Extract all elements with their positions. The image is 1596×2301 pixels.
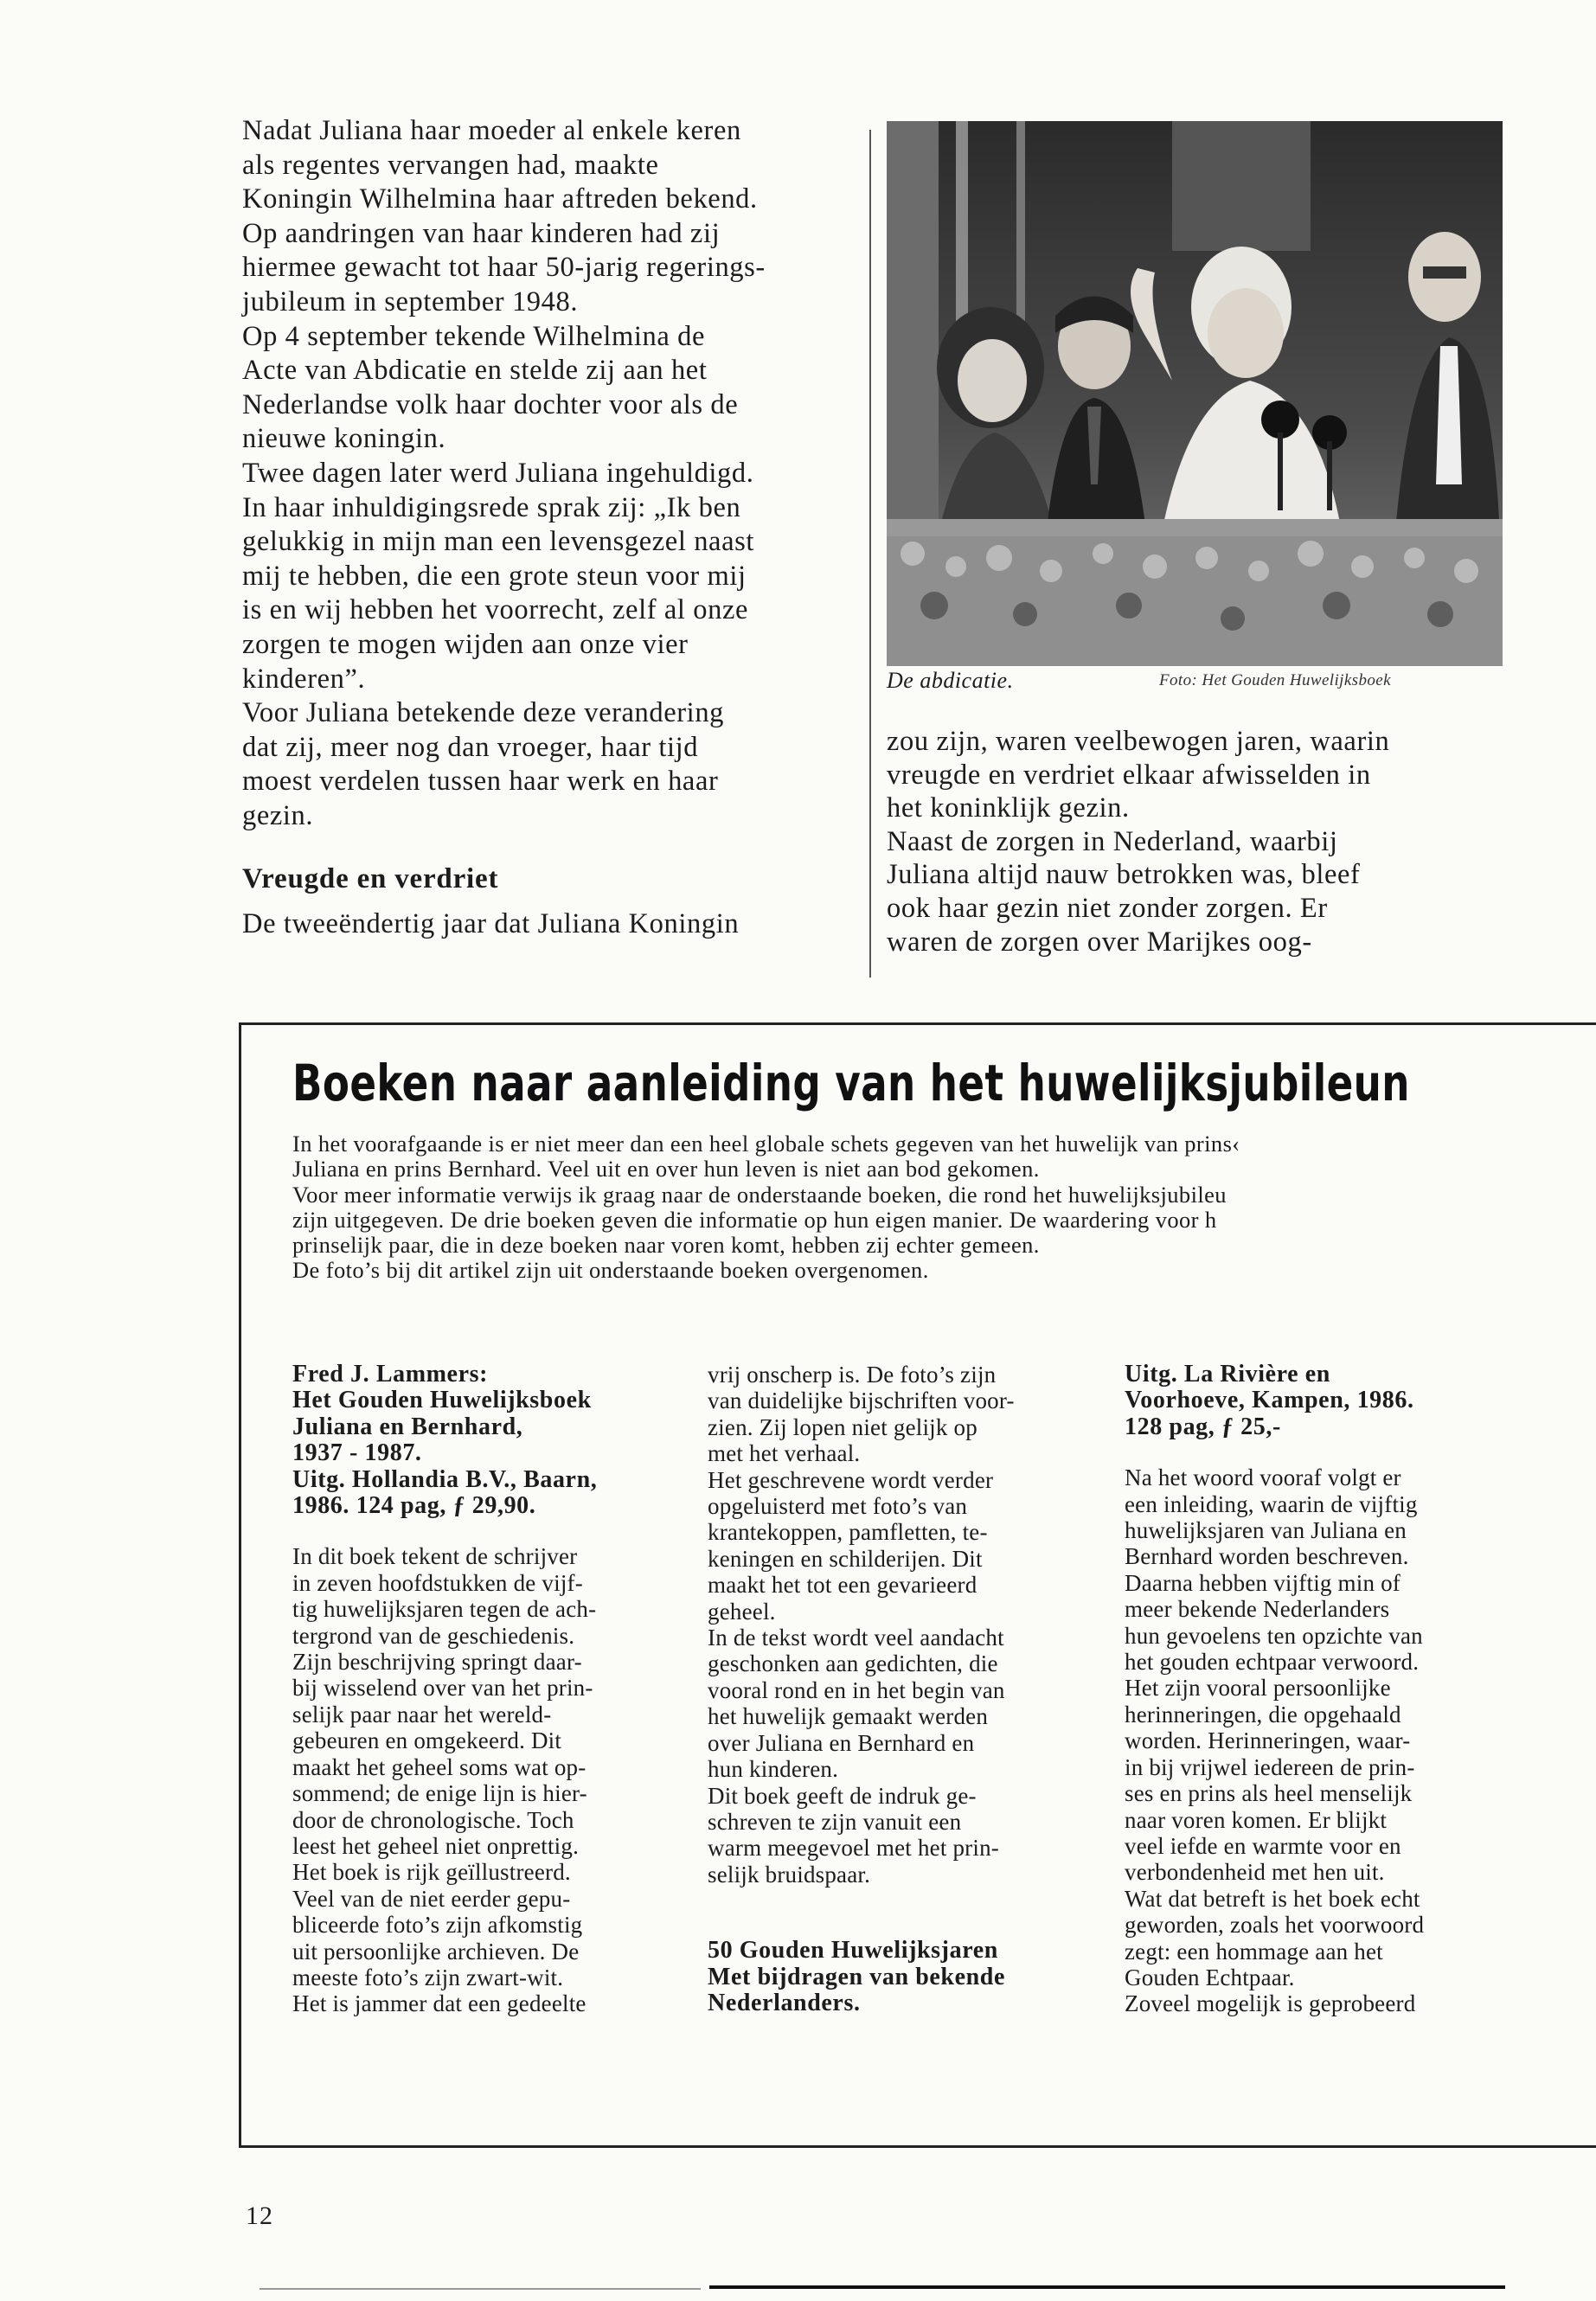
text-line: een inleiding, waarin de vijftig [1125, 1490, 1418, 1517]
text-line: door de chronologische. Toch [292, 1806, 574, 1833]
text-line: Daarna hebben vijftig min of [1125, 1569, 1401, 1596]
text-line: zien. Zij lopen niet gelijk op [708, 1413, 977, 1440]
intro-line: Juliana en prins Bernhard. Veel uit en over hun leven is niet aan bod gekomen. [292, 1156, 1040, 1183]
text-line: uit persoonlijke archieven. De [292, 1938, 580, 1965]
text-line: vreugde en verdriet elkaar afwisselden in [887, 759, 1371, 791]
article-left-last-line: De tweeëndertig jaar dat Juliana Koningin [242, 908, 740, 940]
text-line: geheel. [708, 1598, 776, 1625]
text-line: schreven te zijn vanuit een [708, 1808, 962, 1835]
text-line: in zeven hoofdstukken de vijf- [292, 1569, 583, 1596]
book-heading-line: Het Gouden Huwelijksboek [292, 1387, 592, 1414]
text-line: tergrond van de geschiedenis. [292, 1622, 575, 1649]
article-subheading: Vreugde en verdriet [242, 863, 499, 895]
page-number: 12 [246, 2202, 273, 2230]
text-line: tig huwelijksjaren tegen de ach- [292, 1596, 597, 1623]
text-line: gezin. [242, 799, 314, 831]
book-heading-line: Nederlanders. [708, 1989, 861, 2016]
text-line: Na het woord vooraf volgt er [1125, 1465, 1401, 1491]
text-line: Koningin Wilhelmina haar aftreden bekend. [242, 183, 758, 215]
abdication-photo [887, 121, 1503, 666]
text-line: kinderen”. [242, 663, 366, 695]
text-line: hun gevoelens ten opzichte van [1125, 1622, 1423, 1649]
text-line: Op aandringen van haar kinderen had zij [242, 217, 721, 249]
text-line: verbondenheid met hen uit. [1125, 1859, 1385, 1886]
text-line: Zoveel mogelijk is geprobeerd [1125, 1990, 1416, 2017]
text-line: dat zij, meer nog dan vroeger, haar tijd [242, 731, 699, 763]
book-review-1 [292, 1362, 664, 2017]
book-2-text [708, 1362, 1080, 1888]
text-line: Wat dat betreft is het boek echt [1125, 1885, 1420, 1912]
text-line: selijk bruidspaar. [708, 1861, 871, 1888]
intro-line: In het voorafgaande is er niet meer dan een heel globale schets gegeven van het huwelijk van prins‹ [292, 1131, 1240, 1157]
text-line: naar voren komen. Er blijkt [1125, 1806, 1388, 1833]
text-line: moest verdelen tussen haar werk en haar [242, 766, 719, 798]
book-3-heading [1125, 1362, 1497, 1440]
article-left-paragraphs [242, 114, 848, 833]
text-line: Dit boek geeft de indruk ge- [708, 1782, 977, 1809]
text-line: leest het geheel niet onprettig. [292, 1832, 580, 1859]
text-line: selijk paar naar het wereld- [292, 1701, 552, 1727]
box-top-border [239, 1022, 1596, 1025]
text-line: hiermee gewacht tot haar 50-jarig regerings- [242, 252, 766, 284]
text-line: Bernhard worden beschreven. [1125, 1543, 1409, 1570]
text-line: nieuwe koningin. [242, 423, 446, 455]
book-heading-line: 50 Gouden Huwelijksjaren [708, 1937, 998, 1965]
text-line: is en wij hebben het voorrecht, zelf al onze [242, 594, 748, 626]
box-title: Boeken naar aanleiding van het huwelijksjubileun [292, 1054, 1410, 1112]
text-line: Acte van Abdicatie en stelde zij aan het [242, 355, 708, 387]
text-line: Het zijn vooral persoonlijke [1125, 1675, 1391, 1702]
book-heading-line: Fred J. Lammers: [292, 1361, 489, 1388]
book-2-heading [708, 1938, 1080, 2016]
intro-line: zijn uitgegeven. De drie boeken geven die informatie op hun eigen manier. De waardering voor h [292, 1206, 1217, 1233]
article-right-column [887, 725, 1509, 958]
text-line: maakt het geheel soms wat op- [292, 1753, 586, 1780]
book-heading-line: 1937 - 1987. [292, 1439, 422, 1467]
text-line: herinneringen, die opgehaald [1125, 1701, 1401, 1727]
text-line: met het verhaal. [708, 1440, 861, 1467]
intro-line: Voor meer informatie verwijs ik graag naar de onderstaande boeken, die rond het huwelijksjubileu [292, 1181, 1227, 1208]
text-line: meeste foto’s zijn zwart-wit. [292, 1964, 564, 1990]
book-1-text [292, 1543, 664, 2016]
text-line: Op 4 september tekende Wilhelmina de [242, 320, 706, 352]
text-line: jubileum in september 1948. [242, 285, 579, 317]
text-line: veel iefde en warmte voor en [1125, 1832, 1401, 1859]
text-line: het huwelijk gemaakt werden [708, 1703, 989, 1730]
text-line: ook haar gezin niet zonder zorgen. Er [887, 892, 1328, 924]
book-heading-line: 1986. 124 pag, ƒ 29,90. [292, 1492, 536, 1520]
text-line: Nadat Juliana haar moeder al enkele keren [242, 115, 741, 146]
text-line: het gouden echtpaar verwoord. [1125, 1649, 1420, 1676]
text-line: in bij vrijwel iedereen de prin- [1125, 1753, 1415, 1780]
text-line: van duidelijke bijschriften voor- [708, 1388, 1015, 1414]
text-line: zorgen te mogen wijden aan onze vier [242, 628, 689, 660]
text-line: In dit boek tekent de schrijver [292, 1543, 578, 1570]
text-line: sommend; de enige lijn is hier- [292, 1780, 587, 1807]
text-line: worden. Herinneringen, waar- [1125, 1727, 1411, 1754]
intro-line: prinselijk paar, die in deze boeken naar voren komt, hebben zij echter gemeen. [292, 1232, 1040, 1259]
text-line: Nederlandse volk haar dochter voor als de [242, 388, 739, 420]
text-line: zegt: een hommage aan het [1125, 1938, 1383, 1965]
text-line: meer bekende Nederlanders [1125, 1596, 1390, 1623]
article-right-paragraphs [887, 725, 1509, 958]
text-line: Zijn beschrijving springt daar- [292, 1649, 582, 1676]
text-line: als regentes vervangen had, maakte [242, 149, 659, 181]
box-left-border [239, 1022, 241, 2147]
text-line: het koninklijk gezin. [887, 792, 1130, 824]
text-line: Het geschrevene wordt verder [708, 1466, 994, 1493]
text-line: hun kinderen. [708, 1756, 839, 1783]
book-review-2 [708, 1362, 1080, 2016]
text-line: Veel van de niet eerder gepu- [292, 1885, 571, 1912]
text-line: Juliana altijd nauw betrokken was, bleef [887, 859, 1361, 891]
text-line: Het boek is rijk geïllustreerd. [292, 1859, 571, 1886]
text-line: vooral rond en in het begin van [708, 1676, 1005, 1703]
text-line: vrij onscherp is. De foto’s zijn [708, 1362, 997, 1388]
photo-credit: Foto: Het Gouden Huwelijksboek [1159, 671, 1391, 689]
text-line: warm meegevoel met het prin- [708, 1835, 999, 1862]
book-heading-line: Uitg. Hollandia B.V., Baarn, [292, 1465, 598, 1493]
text-line: Gouden Echtpaar. [1125, 1964, 1295, 1990]
text-line: Twee dagen later werd Juliana ingehuldigd. [242, 457, 754, 489]
article-left-column [242, 114, 848, 942]
book-heading-line: Met bijdragen van bekende [708, 1963, 1005, 1990]
book-1-heading [292, 1362, 664, 1519]
text-line: maakt het tot een gevarieerd [708, 1572, 977, 1599]
text-line: gebeuren en omgekeerd. Dit [292, 1727, 562, 1754]
book-heading-line: Juliana en Bernhard, [292, 1413, 523, 1440]
text-line: mij te hebben, die een grote steun voor mij [242, 560, 747, 592]
text-line: gelukkig in mijn man een levensgezel naast [242, 526, 754, 558]
text-line: opgeluisterd met foto’s van [708, 1493, 968, 1520]
text-line: zou zijn, waren veelbewogen jaren, waarin [887, 726, 1390, 757]
book-review-3 [1125, 1362, 1497, 2017]
text-line: ses en prins als heel menselijk [1125, 1780, 1413, 1807]
text-line: Naast de zorgen in Nederland, waarbij [887, 825, 1338, 857]
text-line: waren de zorgen over Marijkes oog- [887, 926, 1312, 958]
text-line: In de tekst wordt veel aandacht [708, 1625, 1004, 1651]
footer-rule [709, 2285, 1505, 2289]
intro-line: De foto’s bij dit artikel zijn uit onderstaande boeken overgenomen. [292, 1257, 929, 1284]
footer-rule-thin [260, 2288, 701, 2290]
text-line: huwelijksjaren van Juliana en [1125, 1517, 1407, 1544]
text-line: over Juliana en Bernhard en [708, 1729, 975, 1756]
text-line: bij wisselend over van het prin- [292, 1675, 593, 1702]
text-line: bliceerde foto’s zijn afkomstig [292, 1912, 583, 1939]
text-line: geworden, zoals het voorwoord [1125, 1912, 1425, 1939]
book-heading-line: 128 pag, ƒ 25,- [1125, 1413, 1281, 1440]
book-heading-line: Voorhoeve, Kampen, 1986. [1125, 1387, 1414, 1414]
text-line: Het is jammer dat een gedeelte [292, 1990, 586, 2017]
book-heading-line: Uitg. La Rivière en [1125, 1361, 1330, 1388]
text-line: krantekoppen, pamfletten, te- [708, 1519, 988, 1546]
text-line: In haar inhuldigingsrede sprak zij: „Ik ben [242, 491, 741, 523]
box-intro [292, 1131, 1590, 1284]
book-3-text [1125, 1465, 1497, 2017]
photo-caption: De abdicatie. [887, 668, 1014, 693]
text-line: geschonken aan gedichten, die [708, 1650, 998, 1677]
text-line: keningen en schilderijen. Dit [708, 1545, 983, 1572]
column-divider [869, 130, 871, 977]
text-line: Voor Juliana betekende deze verandering [242, 697, 725, 729]
box-bottom-border [239, 2145, 1596, 2148]
